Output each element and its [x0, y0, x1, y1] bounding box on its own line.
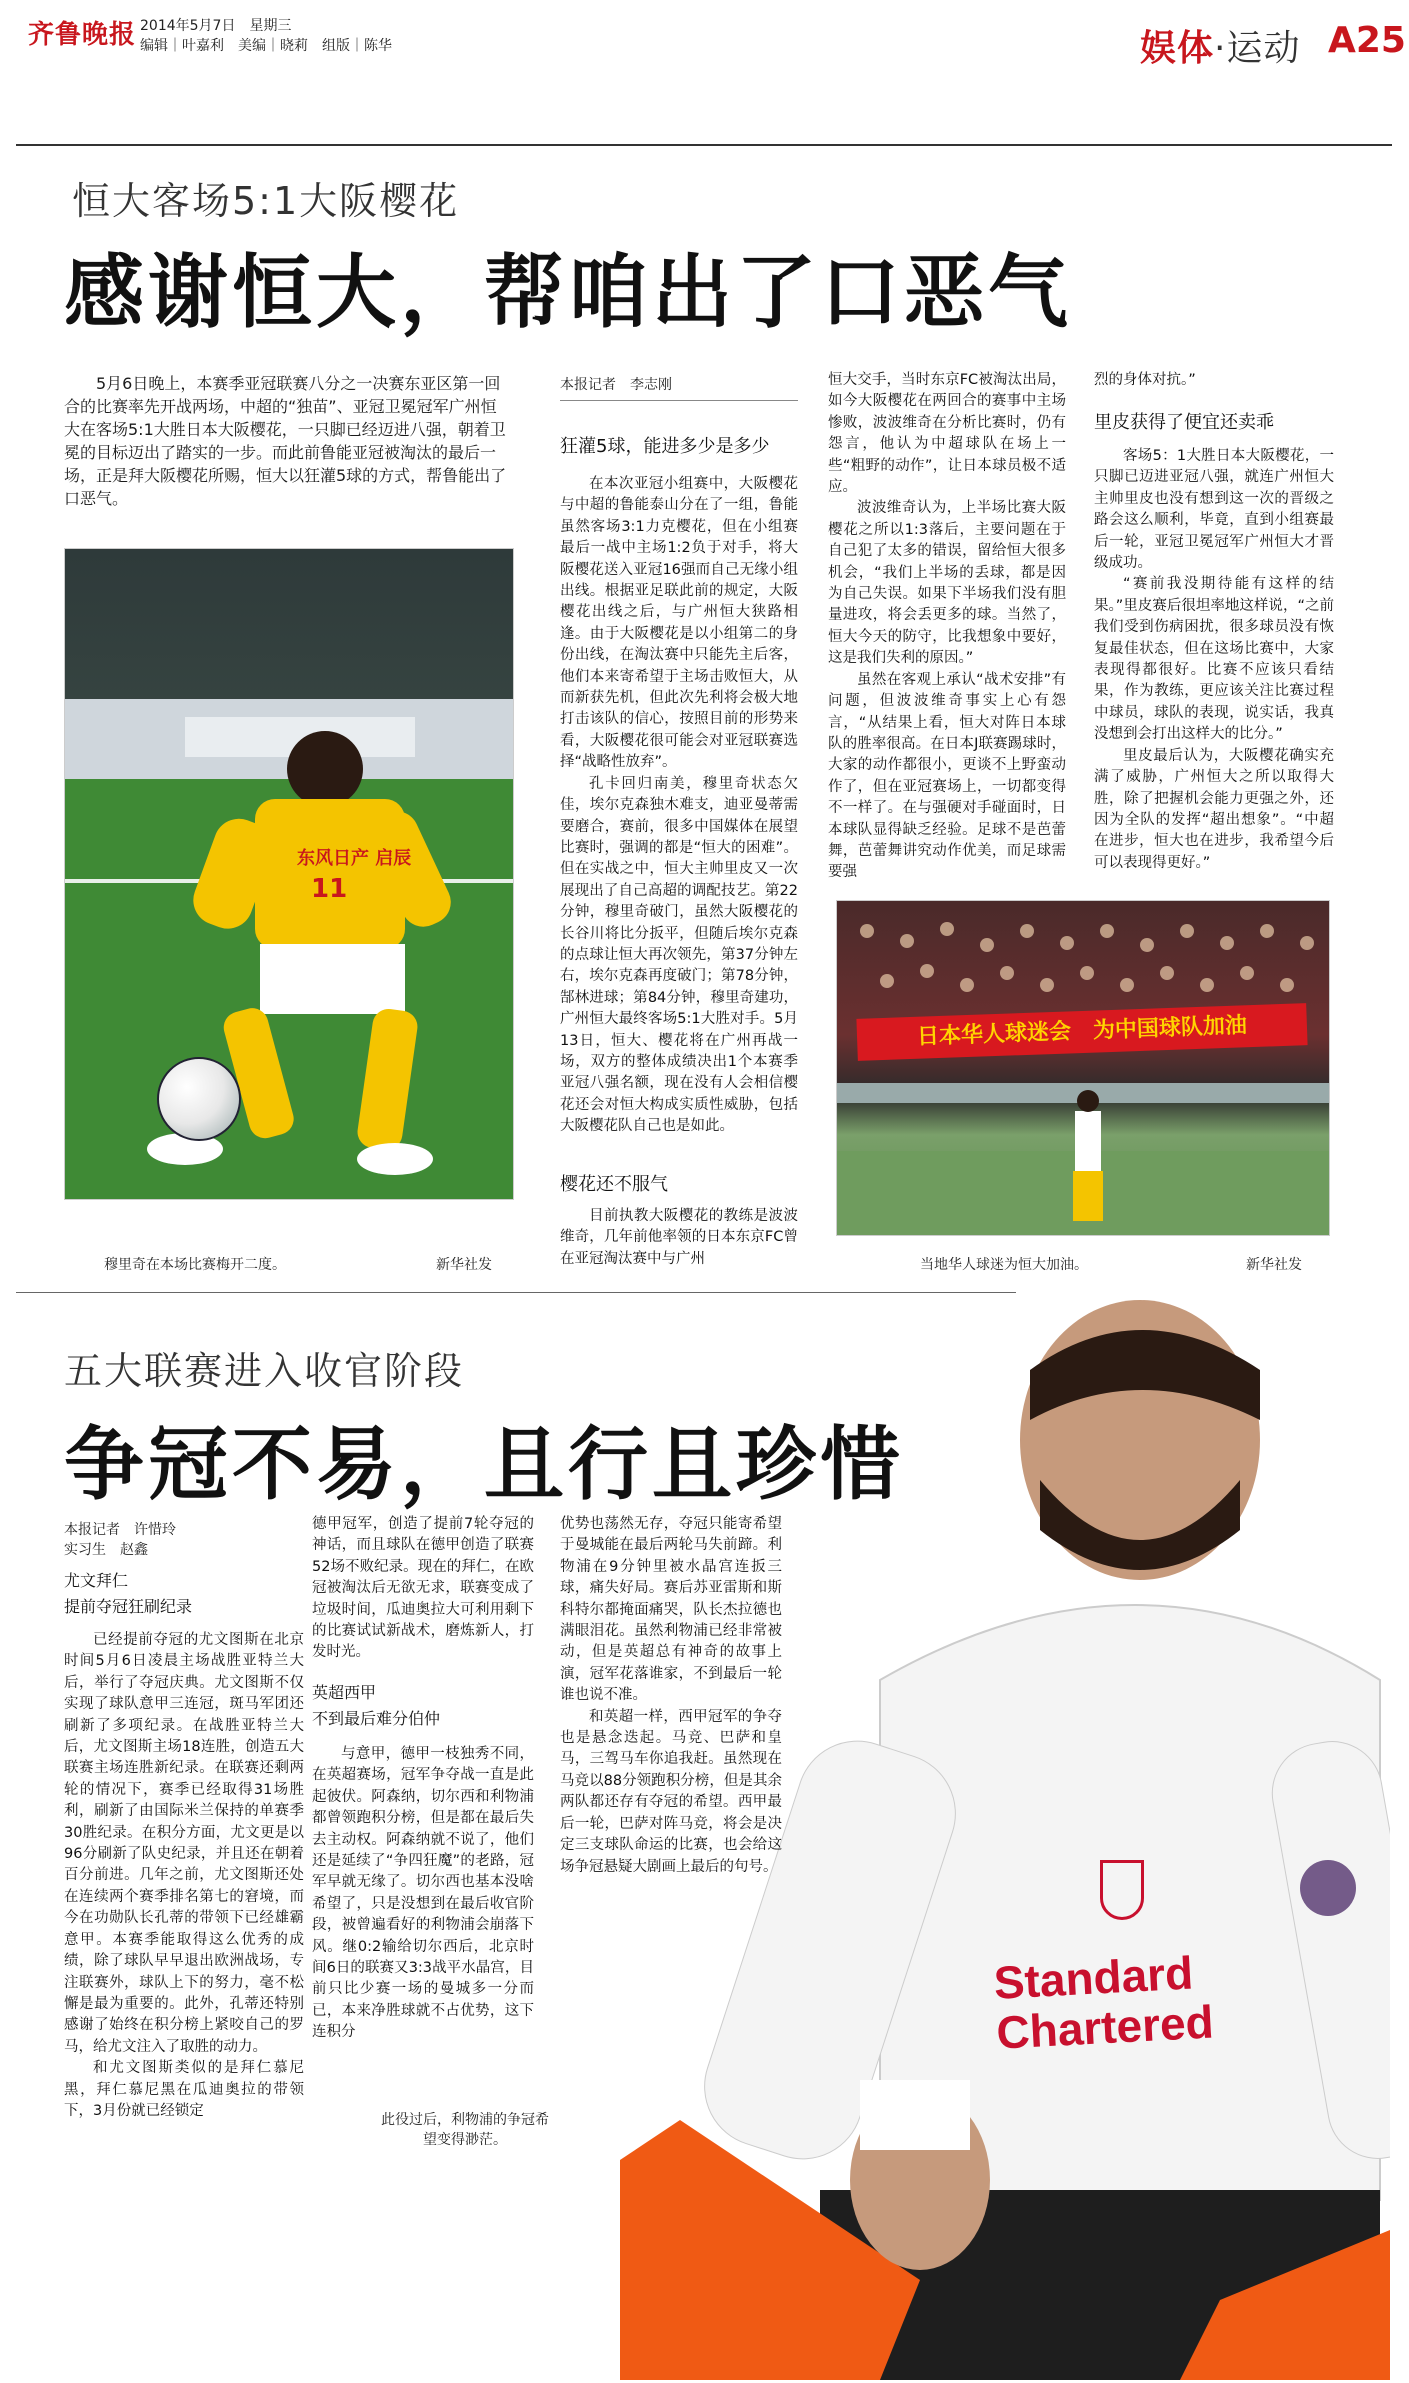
article1-col4-head	[1094, 370, 1334, 391]
article1-lead	[64, 372, 512, 510]
soccer-ball-icon	[157, 1057, 241, 1141]
jersey-number: 11	[311, 874, 348, 904]
subhead2-b: 不到最后难分伯仲	[312, 1709, 441, 1728]
col4-para2: “赛前我没期待能有这样的结果。”里皮赛后很坦率地这样说，“之前我们受到伤病困扰，很多球员没有恢复最佳状态，但在这场比赛中，大家表现得都很好。比赛不应该只看结果，作为教练，更应该关注比赛过程中球员，球队的表现，说实话，我真没想到会打出这样大的比分。”	[1094, 576, 1334, 743]
page-number: A25	[1328, 20, 1406, 61]
article2-kicker: 五大联赛进入收官阶段	[64, 1349, 465, 1393]
article1-byline: 本报记者 李志刚	[560, 377, 672, 393]
a2-col3-para1: 优势也荡然无存，夺冠只能寄希望于曼城能在最后两轮马失前蹄。利物浦在9分钟里被水晶宫连扳三球，痛失好局。赛后苏亚雷斯和斯科特尔都掩面痛哭，队长杰拉德也满眼泪花。虽然利物浦已经非常被动，但是英超总有神奇的故事上演，冠军花落谁家，不到最后一轮谁也说不准。	[560, 1516, 782, 1704]
a2-col1-para1: 已经提前夺冠的尤文图斯在北京时间5月6日凌晨主场战胜亚特兰大后，举行了夺冠庆典。尤文图斯不仅实现了球队意甲三连冠，斑马军团还刷新了多项纪录。在战胜亚特兰大后，尤文图斯主场18连胜，创造五大联赛主场连胜新纪录。在联赛还剩两轮的情况下，赛季已经取得31场胜利，刷新了由国际米兰保持的单赛季30胜纪录。在积分方面，尤文更是以96分刷新了队史纪录，并且还在朝着百分前进。几年之前，尤文图斯还处在连续两个赛季排名第七的窘境，而今在功勋队长孔蒂的带领下已经雄霸意甲。本赛季能取得这么优秀的成绩，除了球队早早退出欧洲战场，专注联赛外，球队上下的努力，毫不松懈是最为重要的。此外，孔蒂还特别感谢了始终在积分榜上紧咬自己的罗马，给尤文注入了取胜的动力。	[64, 1632, 304, 2055]
sponsor-text: 东风日产 启辰	[297, 848, 412, 869]
article1-subhead3: 里皮获得了便宜还卖乖	[1094, 412, 1274, 433]
lfc-crest-icon	[1100, 1860, 1144, 1920]
photo-fans	[836, 900, 1330, 1236]
photo1-credit: 新华社发	[436, 1257, 492, 1273]
article1-col4	[1094, 446, 1334, 874]
col2-para3: 目前执教大阪樱花的教练是波波维奇，几年前他率领的日本东京FC曾在亚冠淘汰赛中与广州	[560, 1208, 798, 1267]
subhead1-b: 提前夺冠狂刷纪录	[64, 1597, 193, 1616]
premier-league-badge-icon	[1300, 1860, 1356, 1916]
article2-col2b	[312, 1744, 534, 2044]
photo3-caption: 此役过后，利物浦的争冠希望变得渺茫。	[381, 2112, 549, 2148]
col3-para3: 虽然在客观上承认“战术安排”有问题，但波波维奇事实上心有怨言，“从结果上看，恒大对阵日本球队的胜率很高。在日本J联赛踢球时，大家的动作都很小，更谈不上野蛮动作了，但在亚冠赛场上，一切都变得不一样了。在与强硬对手碰面时，日本球队显得缺乏经验。足球不是芭蕾舞，芭蕾舞讲究动作优美，而足球需要强	[828, 671, 1066, 881]
article2-col3	[560, 1514, 782, 1878]
article2-col2	[312, 1514, 534, 1664]
fan-banner: 日本华人球迷会 为中国球队加油	[856, 1003, 1307, 1061]
article2-byline1: 本报记者 许惜玲	[64, 1522, 176, 1538]
col2-para1: 在本次亚冠小组赛中，大阪樱花与中超的鲁能泰山分在了一组，鲁能虽然客场3:1力克樱花，但在小组赛最后一战中主场1:2负于对手，将大阪樱花送入亚冠16强而自己无缘小组出线。根据亚足联此前的规定，大阪樱花出线之后，与广州恒大狭路相逢。由于大阪樱花是以小组第二的身份出线，在淘汰赛中只能先主后客，他们本来寄希望于主场击败恒大，从而新获先机，但此次先利将会极大地打击该队的信心，按照目前的形势来看，大阪樱花很可能会对亚冠联赛选择“战略性放弃”。	[560, 476, 798, 771]
col2-para2: 孔卡回归南美，穆里奇状态欠佳，埃尔克森独木难支，迪亚曼蒂需要磨合，赛前，很多中国媒体在展望比赛时，强调的都是“恒大的困难”。但在实战之中，恒大主帅里皮又一次展现出了自己高超的调配技艺。第22分钟，穆里奇破门，虽然大阪樱花的长谷川将比分扳平，但随后埃尔克森的点球让恒大再次领先，第37分钟左右，埃尔克森再度破门；第78分钟，郜林进球；第84分钟，穆里奇建功，广州恒大最终客场5:1大胜对手。5月13日，恒大、樱花将在广州再战一场，双方的整体成绩决出1个本赛季亚冠八强名额，现在没有人会相信樱花还会对恒大构成实质性威胁，包括大阪樱花队自己也是如此。	[560, 775, 798, 1135]
subhead1-a: 尤文拜仁	[64, 1571, 129, 1590]
section-name: 娱体	[1140, 28, 1215, 69]
section-label	[1140, 20, 1300, 71]
article2-col1	[64, 1630, 304, 2122]
photo-fans-illustration	[837, 901, 1330, 1236]
article1-col2-tail	[560, 1206, 798, 1270]
photo-muriqui-illustration	[65, 549, 514, 1200]
a2-col2-para1: 德甲冠军，创造了提前7轮夺冠的神话，而且球队在德甲创造了联赛52场不败纪录。现在的拜仁，在欧冠被淘汰后无欲无求，联赛变成了垃圾时间，瓜迪奥拉大可利用剩下的比赛试试新战术，磨炼新人，打发时光。	[312, 1516, 534, 1661]
article2-subhead1	[64, 1568, 192, 1620]
col4-para1: 客场5：1大胜日本大阪樱花，一只脚已迈进亚冠八强，就连广州恒大主帅里皮也没有想到这一次的晋级之路会这么顺利，毕竟，直到小组赛最后一轮，亚冠卫冕冠军广州恒大才晋级成功。	[1094, 448, 1334, 572]
shirt-sponsor: Standard Chartered	[992, 1946, 1215, 2059]
article2-subhead2	[312, 1680, 440, 1732]
article1-col2	[560, 474, 798, 1138]
photo2-credit: 新华社发	[1246, 1257, 1302, 1273]
photo2-caption: 当地华人球迷为恒大加油。	[920, 1257, 1088, 1273]
lead-text: 5月6日晚上，本赛季亚冠联赛八分之一决赛东亚区第一回合的比赛率先开战两场，中超的“独苗”、亚冠卫冕冠军广州恒大在客场5:1大胜日本大阪樱花，一只脚已经迈进八强，朝着卫冕的目标迈出了踏实的一步。而此前鲁能亚冠被淘汰的最后一场，正是拜大阪樱花所赐，恒大以狂灌5球的方式，帮鲁能出了口恶气。	[64, 374, 507, 508]
article1-kicker: 恒大客场5:1大阪樱花	[72, 179, 460, 223]
section-sub: ·运动	[1214, 28, 1301, 69]
col4-para0: 烈的身体对抗。”	[1094, 372, 1196, 388]
byline-rule	[560, 400, 798, 401]
article2-headline: 争冠不易，且行且珍惜	[64, 1418, 904, 1511]
page-meta	[140, 16, 392, 56]
article1-col3	[828, 370, 1066, 884]
editors-line: 编辑｜叶嘉利 美编｜晓莉 组版｜陈华	[140, 38, 392, 54]
photo-muriqui	[64, 548, 514, 1200]
article1-headline: 感谢恒大，帮咱出了口恶气	[64, 246, 1072, 339]
section-rule	[16, 1292, 1016, 1293]
article1-subhead2: 樱花还不服气	[560, 1174, 668, 1195]
article2-byline2: 实习生 赵鑫	[64, 1542, 148, 1558]
masthead: 齐鲁晚报	[28, 20, 137, 50]
photo1-caption: 穆里奇在本场比赛梅开二度。	[104, 1257, 286, 1273]
col4-para3: 里皮最后认为，大阪樱花确实充满了威胁，广州恒大之所以取得大胜，除了把握机会能力更强之外，还因为全队的发挥“超出想象”。“中超在进步，恒大也在进步，我希望今后可以表现得更好。”	[1094, 747, 1334, 871]
col3-para2: 波波维奇认为，上半场比赛大阪樱花之所以1:3落后，主要问题在于自己犯了太多的错误，留给恒大很多机会，“我们上半场的丢球，都是因为自己失误。如果下半场我们没有胆量进攻，将会丢更多的球。当然了，恒大今天的防守，比我想象中要好，这是我们失利的原因。”	[828, 500, 1066, 667]
header-rule	[16, 144, 1392, 146]
article2-bylines	[64, 1520, 176, 1560]
article1-subhead1: 狂灌5球，能进多少是多少	[560, 436, 770, 457]
col3-para1: 恒大交手，当时东京FC被淘汰出局，如今大阪樱花在两回合的赛事中主场惨败，波波维奇在分析比赛时，仍有怨言，他认为中超球队在场上一些“粗野的动作”，让日本球员极不适应。	[828, 372, 1066, 496]
a2-col1-para2: 和尤文图斯类似的是拜仁慕尼黑，拜仁慕尼黑在瓜迪奥拉的带领下，3月份就已经锁定	[64, 2060, 304, 2119]
subhead2-a: 英超西甲	[312, 1683, 377, 1702]
issue-date: 2014年5月7日 星期三	[140, 18, 292, 34]
a2-col2-para2: 与意甲，德甲一枝独秀不同，在英超赛场，冠军争夺战一直是此起彼伏。阿森纳，切尔西和利物浦都曾领跑积分榜，但是都在最后失去主动权。阿森纳就不说了，他们还是延续了“争四狂魔”的老路，冠军早就无缘了。切尔西也基本没啥希望了，只是没想到在最后收官阶段，被曾遍看好的利物浦会崩落下风。继0:2输给切尔西后，北京时间6日的联赛又3:3战平水晶宫，目前只比少赛一场的曼城多一分而已，本来净胜球就不占优势，这下连积分	[312, 1746, 534, 2041]
a2-col3-para2: 和英超一样，西甲冠军的争夺也是悬念迭起。马竞、巴萨和皇马，三驾马车你追我赶。虽然现在马竞以88分领跑积分榜，但是其余两队都还存有夺冠的希望。西甲最后一轮，巴萨对阵马竞，将会是决定三支球队命运的比赛，也会给这场争冠悬疑大剧画上最后的句号。	[560, 1708, 782, 1875]
